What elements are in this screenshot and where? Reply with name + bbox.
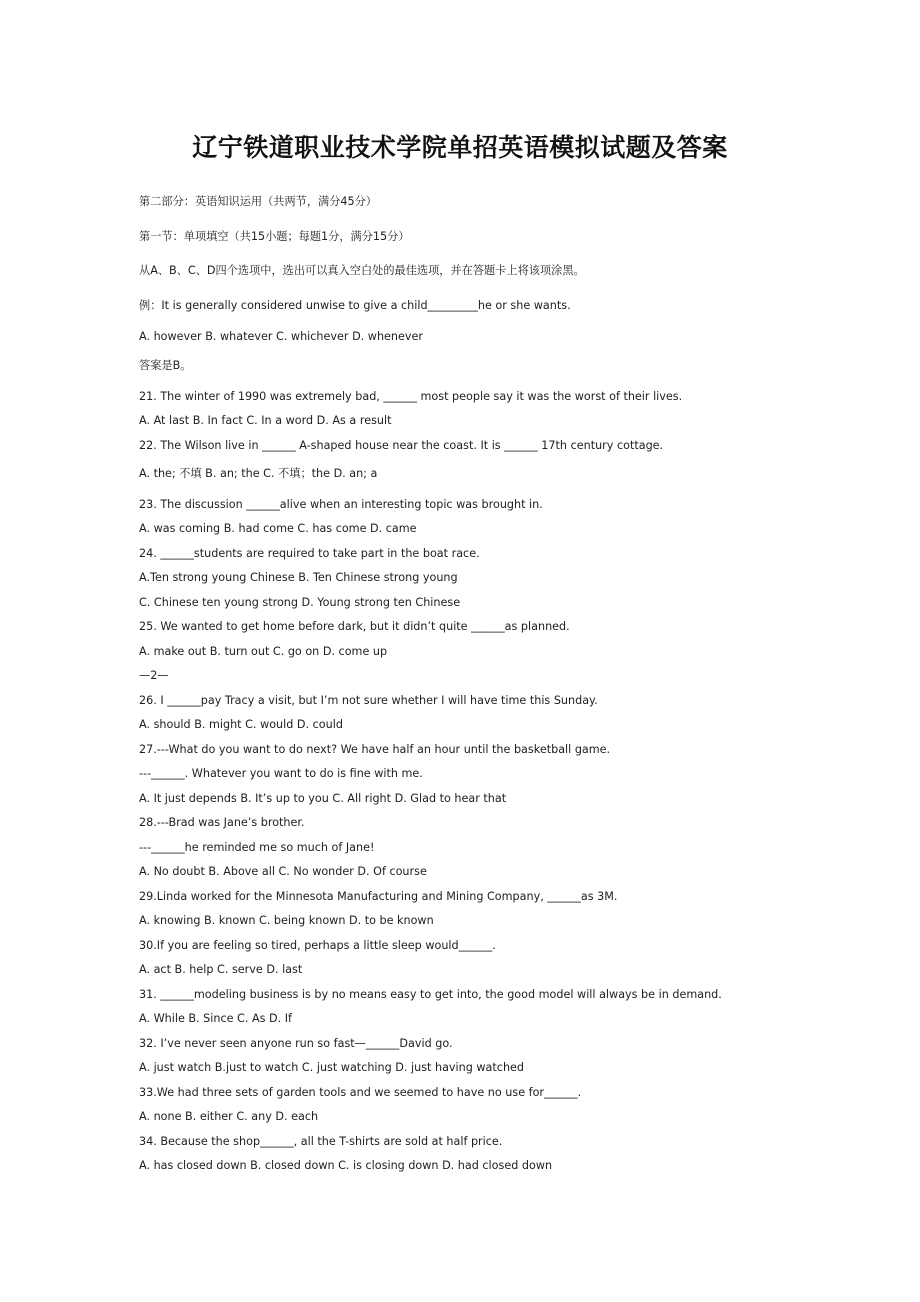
question-options: A. was coming B. had come C. has come D. came [139, 522, 417, 535]
question-options: C. Chinese ten young strong D. Young strong ten Chinese [139, 596, 461, 609]
question-options: A. act B. help C. serve D. last [139, 963, 303, 976]
section-heading: 第二部分：英语知识运用（共两节，满分45分） [139, 195, 377, 208]
question-text: 23. The discussion ______alive when an interesting topic was brought in. [139, 498, 543, 511]
question-text: 28.---Brad was Jane’s brother. [139, 816, 305, 829]
question-options: A. make out B. turn out C. go on D. come up [139, 645, 388, 658]
question-text: 22. The Wilson live in ______ A-shaped house near the coast. It is ______ 17th century cottage. [139, 439, 664, 452]
question-text: 34. Because the shop______, all the T-shirts are sold at half price. [139, 1135, 503, 1148]
question-text: 25. We wanted to get home before dark, but it didn’t quite ______as planned. [139, 620, 570, 633]
question-text: 26. I ______pay Tracy a visit, but I’m not sure whether I will have time this Sunday. [139, 694, 598, 707]
example-options: A. however B. whatever C. whichever D. whenever [139, 330, 423, 343]
question-options: A. the; 不填 B. an; the C. 不填；the D. an; a [139, 467, 378, 480]
question-text: 33.We had three sets of garden tools and we seemed to have no use for______. [139, 1086, 582, 1099]
question-text: 21. The winter of 1990 was extremely bad, ______ most people say it was the worst of their lives. [139, 390, 683, 403]
question-text: ---______. Whatever you want to do is fine with me. [139, 767, 423, 780]
question-text: 31. ______modeling business is by no means easy to get into, the good model will always be in demand. [139, 988, 722, 1001]
question-options: A.Ten strong young Chinese B. Ten Chinese strong young [139, 571, 458, 584]
question-text: ---______he reminded me so much of Jane! [139, 841, 375, 854]
question-text: 32. I’ve never seen anyone run so fast—______David go. [139, 1037, 453, 1050]
question-text: 24. ______students are required to take part in the boat race. [139, 547, 480, 560]
question-text: 27.---What do you want to do next? We have half an hour until the basketball game. [139, 743, 611, 756]
question-text: 29.Linda worked for the Minnesota Manufacturing and Mining Company, ______as 3M. [139, 890, 618, 903]
subsection-heading: 第一节：单项填空（共15小题；每题1分，满分15分） [139, 230, 410, 243]
instructions: 从A、B、C、D四个选项中，选出可以真入空白处的最佳选项，并在答题卡上将该项涂黑。 [139, 264, 585, 277]
question-options: A. While B. Since C. As D. If [139, 1012, 292, 1025]
question-options: A. knowing B. known C. being known D. to be known [139, 914, 434, 927]
question-options: A. just watch B.just to watch C. just watching D. just having watched [139, 1061, 525, 1074]
question-options: A. At last B. In fact C. In a word D. As a result [139, 414, 392, 427]
question-options: A. none B. either C. any D. each [139, 1110, 319, 1123]
question-text: 30.If you are feeling so tired, perhaps a little sleep would______. [139, 939, 496, 952]
question-options: A. has closed down B. closed down C. is closing down D. had closed down [139, 1159, 553, 1172]
page-title: 辽宁铁道职业技术学院单招英语模拟试题及答案 [192, 133, 728, 162]
page-number: —2— [139, 669, 169, 682]
question-options: A. No doubt B. Above all C. No wonder D. Of course [139, 865, 427, 878]
example-answer: 答案是B。 [139, 359, 192, 372]
example-question: 例：It is generally considered unwise to give a child_________he or she wants. [139, 299, 571, 312]
question-options: A. It just depends B. It’s up to you C. All right D. Glad to hear that [139, 792, 507, 805]
question-options: A. should B. might C. would D. could [139, 718, 343, 731]
